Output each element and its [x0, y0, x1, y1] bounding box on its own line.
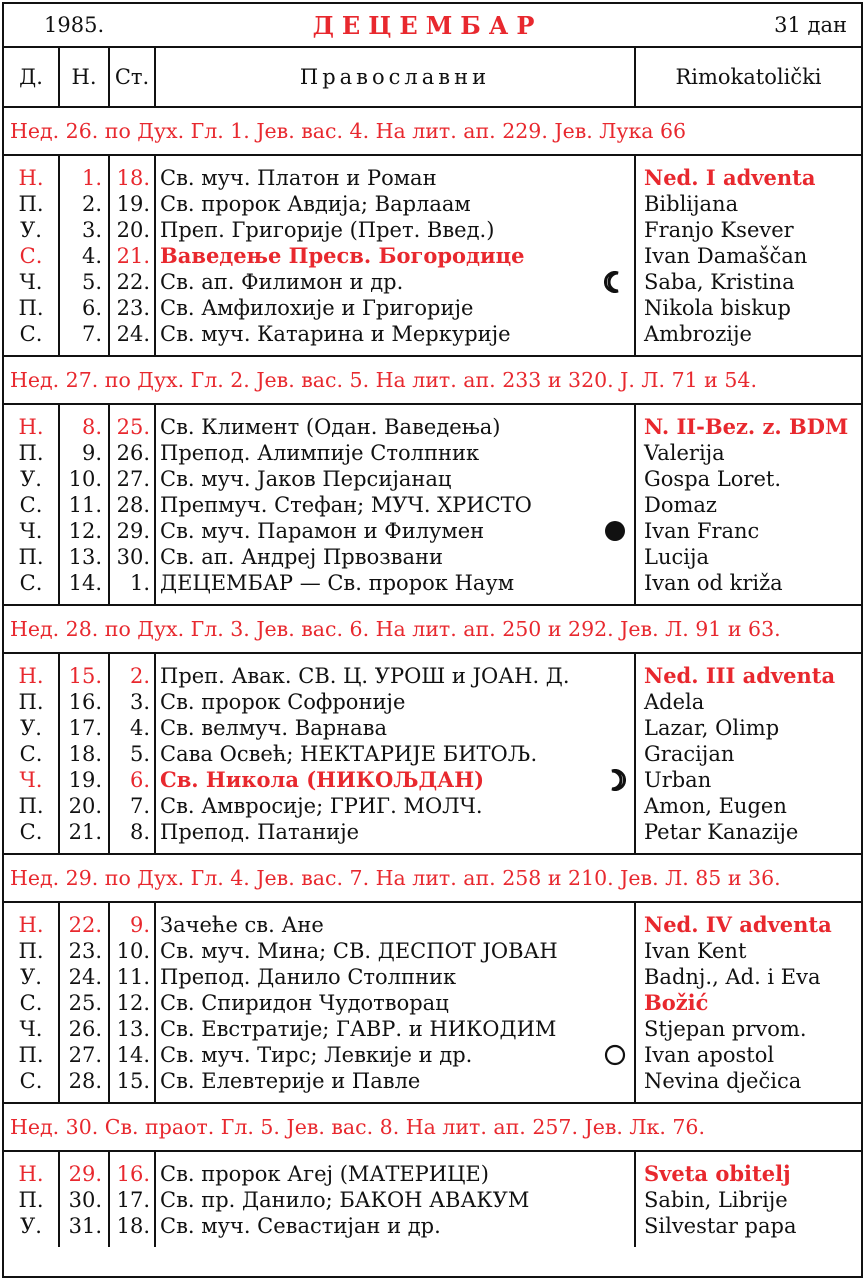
- day-cell: Ч.: [19, 270, 43, 294]
- day-cell: С.: [19, 820, 43, 844]
- new-date-cell: 14.: [68, 571, 102, 595]
- day-cell: С.: [19, 991, 43, 1015]
- orthodox-column: [156, 1152, 636, 1247]
- old-date-column: [110, 1152, 156, 1247]
- orthodox-saint-cell: Ваведење Пресв. Богородице: [160, 243, 525, 268]
- col-header-catholic: Rimokatolički: [675, 65, 822, 89]
- orthodox-saint-cell: Св. Спиридон Чудотворац: [160, 991, 449, 1015]
- moon-full-icon: [604, 520, 626, 542]
- calendar-page: [2, 2, 863, 1278]
- days-count: 31 дан: [774, 13, 847, 37]
- orthodox-saint-cell: Св. муч. Јаков Персијанац: [160, 467, 452, 491]
- old-date-cell: 6.: [129, 768, 150, 792]
- old-date-cell: 7.: [129, 794, 150, 818]
- orthodox-saint-cell: Св. пророк Авдија; Варлаам: [160, 192, 471, 216]
- old-date-cell: 20.: [116, 218, 150, 242]
- day-cell: Н.: [18, 166, 44, 190]
- day-cell: П.: [18, 939, 44, 963]
- week-block: [4, 654, 861, 855]
- old-date-cell: 15.: [116, 1069, 150, 1093]
- day-cell: С.: [19, 493, 43, 517]
- catholic-saint-cell: Saba, Kristina: [644, 270, 795, 294]
- new-date-cell: 3.: [81, 218, 102, 242]
- catholic-saint-cell: Ned. III adventa: [644, 663, 836, 688]
- new-date-cell: 13.: [68, 545, 102, 569]
- new-date-cell: 27.: [68, 1043, 102, 1067]
- orthodox-saint-cell: ДЕЦЕМБАР — Св. пророк Наум: [160, 571, 515, 595]
- day-column: [4, 1152, 60, 1247]
- new-date-cell: 26.: [68, 1017, 102, 1041]
- new-date-cell: 17.: [68, 716, 102, 740]
- orthodox-saint-cell: Св. муч. Мина; СВ. ДЕСПОТ ЈОВАН: [160, 939, 558, 963]
- column-headers: [4, 48, 861, 108]
- week-block: [4, 405, 861, 606]
- orthodox-saint-cell: Св. пророк Софроније: [160, 690, 406, 714]
- catholic-saint-cell: Ned. I adventa: [644, 165, 816, 190]
- week-block: [4, 1152, 861, 1247]
- orthodox-saint-cell: Св. пр. Данило; БАКОН АВАКУМ: [160, 1188, 530, 1212]
- new-date-column: [60, 903, 110, 1102]
- catholic-saint-cell: Stjepan prvom.: [644, 1017, 807, 1041]
- catholic-saint-cell: Božić: [644, 990, 709, 1015]
- catholic-column: [636, 405, 861, 604]
- orthodox-column: [156, 405, 636, 604]
- orthodox-column: [156, 654, 636, 853]
- old-date-column: [110, 654, 156, 853]
- old-date-cell: 3.: [129, 690, 150, 714]
- orthodox-saint-cell: Препод. Данило Столпник: [160, 965, 457, 989]
- old-date-cell: 18.: [116, 166, 150, 190]
- old-date-cell: 26.: [116, 441, 150, 465]
- old-date-cell: 11.: [116, 965, 150, 989]
- weeks-container: [4, 108, 861, 1247]
- catholic-column: [636, 903, 861, 1102]
- catholic-saint-cell: Nikola biskup: [644, 296, 791, 320]
- new-date-cell: 11.: [68, 493, 102, 517]
- col-header-new-date: Н.: [60, 48, 110, 106]
- old-date-cell: 14.: [116, 1043, 150, 1067]
- old-date-cell: 30.: [116, 545, 150, 569]
- orthodox-saint-cell: Св. муч. Катарина и Меркурије: [160, 322, 511, 346]
- day-cell: С.: [19, 244, 43, 268]
- orthodox-saint-cell: Преп. Авак. СВ. Ц. УРОШ и ЈОАН. Д.: [160, 664, 570, 688]
- new-date-cell: 5.: [81, 270, 102, 294]
- catholic-saint-cell: Biblijana: [644, 192, 739, 216]
- week-title: Нед. 27. по Дух. Гл. 2. Јев. вас. 5. На лит. ап. 233 и 320. Ј. Л. 71 и 54.: [4, 357, 861, 405]
- old-date-column: [110, 156, 156, 355]
- col-header-orthodox: Православни: [156, 48, 636, 106]
- catholic-saint-cell: Lucija: [644, 545, 709, 569]
- day-column: [4, 654, 60, 853]
- old-date-cell: 8.: [129, 820, 150, 844]
- day-cell: П.: [18, 296, 44, 320]
- catholic-saint-cell: Petar Kanazije: [644, 820, 799, 844]
- day-cell: С.: [19, 571, 43, 595]
- new-date-cell: 21.: [68, 820, 102, 844]
- day-cell: С.: [19, 1069, 43, 1093]
- day-cell: Ч.: [19, 1017, 43, 1041]
- day-cell: П.: [18, 690, 44, 714]
- new-date-cell: 7.: [81, 322, 102, 346]
- day-cell: Н.: [18, 1162, 44, 1186]
- old-date-column: [110, 405, 156, 604]
- old-date-cell: 29.: [116, 519, 150, 543]
- catholic-saint-cell: Amon, Eugen: [644, 794, 787, 818]
- new-date-cell: 20.: [68, 794, 102, 818]
- day-cell: П.: [18, 1188, 44, 1212]
- day-column: [4, 903, 60, 1102]
- catholic-saint-cell: Valerija: [644, 441, 725, 465]
- orthodox-column: [156, 903, 636, 1102]
- week-title: Нед. 28. по Дух. Гл. 3. Јев. вас. 6. На лит. ап. 250 и 292. Јев. Л. 91 и 63.: [4, 606, 861, 654]
- catholic-saint-cell: Sabin, Librije: [644, 1188, 788, 1212]
- week-title: Нед. 30. Св. праот. Гл. 5. Јев. вас. 8. На лит. ап. 257. Јев. Лк. 76.: [4, 1104, 861, 1152]
- orthodox-saint-cell: Препмуч. Стефан; МУЧ. ХРИСТО: [160, 493, 532, 517]
- old-date-cell: 19.: [116, 192, 150, 216]
- moon-new-icon: [604, 1044, 626, 1066]
- old-date-cell: 18.: [116, 1214, 150, 1238]
- new-date-cell: 28.: [68, 1069, 102, 1093]
- catholic-saint-cell: Ambrozije: [644, 322, 752, 346]
- day-cell: Н.: [18, 913, 44, 937]
- catholic-saint-cell: Ivan apostol: [644, 1043, 775, 1067]
- catholic-column: [636, 654, 861, 853]
- new-date-column: [60, 156, 110, 355]
- day-cell: Ч.: [19, 768, 43, 792]
- new-date-cell: 19.: [68, 768, 102, 792]
- week-title: Нед. 26. по Дух. Гл. 1. Јев. вас. 4. На лит. ап. 229. Јев. Лука 66: [4, 108, 861, 156]
- day-cell: С.: [19, 322, 43, 346]
- catholic-saint-cell: Gospa Loret.: [644, 467, 782, 491]
- day-cell: П.: [18, 441, 44, 465]
- old-date-cell: 13.: [116, 1017, 150, 1041]
- orthodox-saint-cell: Преп. Григорије (Прет. Введ.): [160, 218, 495, 242]
- old-date-column: [110, 903, 156, 1102]
- new-date-column: [60, 654, 110, 853]
- day-cell: С.: [19, 742, 43, 766]
- old-date-cell: 25.: [116, 415, 150, 439]
- orthodox-saint-cell: Препод. Алимпије Столпник: [160, 441, 480, 465]
- calendar-header: [4, 4, 861, 48]
- new-date-cell: 31.: [68, 1214, 102, 1238]
- day-cell: У.: [20, 467, 42, 491]
- orthodox-saint-cell: Св. Никола (НИКОЉДАН): [160, 767, 485, 792]
- catholic-saint-cell: Domaz: [644, 493, 717, 517]
- catholic-saint-cell: Nevina dječica: [644, 1069, 802, 1093]
- old-date-cell: 1.: [129, 571, 150, 595]
- orthodox-saint-cell: Св. Амфилохије и Григорије: [160, 296, 474, 320]
- year-label: 1985.: [44, 13, 105, 37]
- orthodox-saint-cell: Св. Амвросије; ГРИГ. МОЛЧ.: [160, 794, 483, 818]
- old-date-cell: 12.: [116, 991, 150, 1015]
- old-date-cell: 10.: [116, 939, 150, 963]
- orthodox-saint-cell: Св. ап. Филимон и др.: [160, 270, 404, 294]
- month-title: ДЕЦЕМБАР: [312, 10, 543, 40]
- old-date-cell: 9.: [129, 913, 150, 937]
- day-column: [4, 405, 60, 604]
- col-header-old-date: Ст.: [110, 48, 156, 106]
- catholic-saint-cell: Sveta obitelj: [644, 1161, 791, 1186]
- old-date-cell: 4.: [129, 716, 150, 740]
- old-date-cell: 24.: [116, 322, 150, 346]
- day-cell: П.: [18, 1043, 44, 1067]
- orthodox-saint-cell: Св. муч. Севастијан и др.: [160, 1214, 441, 1238]
- catholic-saint-cell: Ned. IV adventa: [644, 912, 832, 937]
- orthodox-saint-cell: Св. муч. Платон и Роман: [160, 166, 437, 190]
- catholic-saint-cell: Franjo Ksever: [644, 218, 794, 242]
- week-title: Нед. 29. по Дух. Гл. 4. Јев. вас. 7. На лит. ап. 258 и 210. Јев. Л. 85 и 36.: [4, 855, 861, 903]
- new-date-cell: 24.: [68, 965, 102, 989]
- new-date-cell: 15.: [68, 664, 102, 688]
- old-date-cell: 22.: [116, 270, 150, 294]
- catholic-saint-cell: Ivan Kent: [644, 939, 747, 963]
- old-date-cell: 16.: [116, 1162, 150, 1186]
- new-date-cell: 8.: [81, 415, 102, 439]
- day-cell: У.: [20, 965, 42, 989]
- new-date-cell: 12.: [68, 519, 102, 543]
- catholic-saint-cell: Gracijan: [644, 742, 735, 766]
- new-date-cell: 4.: [81, 244, 102, 268]
- catholic-saint-cell: Silvestar papa: [644, 1214, 797, 1238]
- new-date-column: [60, 405, 110, 604]
- day-column: [4, 156, 60, 355]
- new-date-cell: 2.: [81, 192, 102, 216]
- orthodox-saint-cell: Сава Освећ; НЕКТАРИЈЕ БИТОЉ.: [160, 742, 538, 766]
- catholic-saint-cell: Ivan od križa: [644, 571, 783, 595]
- orthodox-saint-cell: Св. ап. Андреј Првозвани: [160, 545, 444, 569]
- catholic-saint-cell: Ivan Franc: [644, 519, 760, 543]
- new-date-cell: 22.: [68, 913, 102, 937]
- catholic-saint-cell: Urban: [644, 768, 712, 792]
- catholic-saint-cell: N. II-Bez. z. BDM: [644, 414, 849, 439]
- orthodox-saint-cell: Св. муч. Парамон и Филумен: [160, 519, 485, 543]
- old-date-cell: 23.: [116, 296, 150, 320]
- week-block: [4, 156, 861, 357]
- orthodox-saint-cell: Св. муч. Тирс; Левкије и др.: [160, 1043, 473, 1067]
- new-date-cell: 23.: [68, 939, 102, 963]
- orthodox-saint-cell: Св. Климент (Одан. Ваведења): [160, 415, 501, 439]
- orthodox-saint-cell: Св. Елевтерије и Павле: [160, 1069, 421, 1093]
- col-header-day: Д.: [4, 48, 60, 106]
- catholic-saint-cell: Ivan Damaščan: [644, 244, 808, 268]
- day-cell: У.: [20, 218, 42, 242]
- catholic-saint-cell: Lazar, Olimp: [644, 716, 780, 740]
- old-date-cell: 2.: [129, 664, 150, 688]
- new-date-cell: 9.: [81, 441, 102, 465]
- orthodox-saint-cell: Препод. Патаније: [160, 820, 360, 844]
- orthodox-saint-cell: Св. пророк Агеј (МАТЕРИЦЕ): [160, 1162, 489, 1186]
- new-date-column: [60, 1152, 110, 1247]
- new-date-cell: 1.: [81, 166, 102, 190]
- day-cell: П.: [18, 545, 44, 569]
- new-date-cell: 16.: [68, 690, 102, 714]
- orthodox-column: [156, 156, 636, 355]
- day-cell: Н.: [18, 664, 44, 688]
- old-date-cell: 5.: [129, 742, 150, 766]
- moon-last-quarter-icon: [604, 769, 626, 791]
- day-cell: Н.: [18, 415, 44, 439]
- day-cell: У.: [20, 716, 42, 740]
- week-block: [4, 903, 861, 1104]
- orthodox-saint-cell: Св. Евстратије; ГАВР. и НИКОДИМ: [160, 1017, 557, 1041]
- new-date-cell: 30.: [68, 1188, 102, 1212]
- catholic-column: [636, 156, 861, 355]
- old-date-cell: 17.: [116, 1188, 150, 1212]
- day-cell: Ч.: [19, 519, 43, 543]
- catholic-saint-cell: Adela: [644, 690, 705, 714]
- new-date-cell: 25.: [68, 991, 102, 1015]
- day-cell: П.: [18, 192, 44, 216]
- catholic-column: [636, 1152, 861, 1247]
- new-date-cell: 29.: [68, 1162, 102, 1186]
- orthodox-saint-cell: Св. велмуч. Варнава: [160, 716, 388, 740]
- old-date-cell: 21.: [116, 244, 150, 268]
- old-date-cell: 28.: [116, 493, 150, 517]
- new-date-cell: 10.: [68, 467, 102, 491]
- orthodox-saint-cell: Зачеће св. Ане: [160, 913, 324, 937]
- day-cell: П.: [18, 794, 44, 818]
- catholic-saint-cell: Badnj., Ad. i Eva: [644, 965, 821, 989]
- day-cell: У.: [20, 1214, 42, 1238]
- new-date-cell: 6.: [81, 296, 102, 320]
- new-date-cell: 18.: [68, 742, 102, 766]
- old-date-cell: 27.: [116, 467, 150, 491]
- moon-first-quarter-icon: [604, 271, 626, 293]
